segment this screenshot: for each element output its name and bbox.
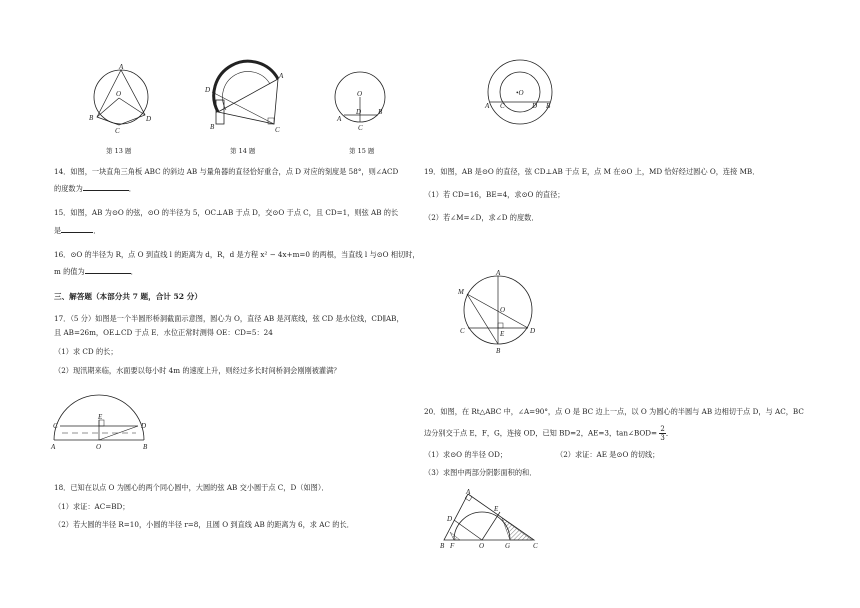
label-o: O [500, 306, 506, 314]
q18-part2: （2）若大圆的半径 R=10，小圆的半径 r=8，且圆 O 到直线 AB 的距离为 6，求 AC 的长． [54, 520, 354, 529]
q19-part2: （2）若∠M=∠D，求∠D 的度数． [424, 213, 539, 222]
label-m: M [458, 288, 464, 296]
q16-line1: 16．⊙O 的半径为 R，点 O 到直线 l 的距离为 d，R，d 是方程 x² − 4x+m=0 的两根，当直线 l 与⊙O 相切时， [54, 250, 420, 259]
label-b: B [546, 102, 551, 110]
label-c: C [358, 124, 363, 132]
label-e: E [98, 413, 103, 421]
label-c: C [275, 126, 280, 134]
q15-line1: 15．如图，AB 为⊙O 的弦，⊙O 的半径为 5，OC⊥AB 于点 D，交⊙O 于点 C，且 CD=1，则弦 AB 的长 [54, 208, 399, 217]
section-heading: 三、解答题（本部分共 7 题，合计 52 分） [54, 292, 202, 301]
figure-17 [50, 398, 150, 454]
q17-part1: （1）求 CD 的长； [54, 347, 118, 356]
segment-cd [212, 92, 274, 124]
label-a: A [279, 72, 284, 80]
figure-18 [484, 62, 556, 118]
q16-line2 [54, 267, 138, 277]
label-c: C [533, 542, 538, 550]
q20-part2: （2）求证：AE 是⊙O 的切线； [556, 450, 660, 459]
label-b: B [143, 443, 148, 451]
label-a: A [51, 443, 56, 451]
label-b: B [496, 347, 501, 355]
figure-13 [88, 64, 158, 136]
label-c: C [115, 127, 120, 135]
q20-end: ． [665, 428, 674, 438]
segment-bo [97, 98, 119, 117]
label-e: E [494, 505, 499, 513]
segment-mb [467, 294, 498, 344]
figure-19 [456, 270, 546, 358]
label-b: B [378, 108, 383, 116]
label-c: C [500, 102, 505, 110]
answer-blank[interactable] [61, 232, 93, 233]
q14-text: 的度数为 [54, 184, 83, 193]
label-b: B [89, 114, 94, 122]
figure-14 [202, 62, 284, 136]
label-d: D [447, 515, 453, 523]
q16-text: m 的值为 [54, 267, 85, 276]
answer-blank[interactable] [85, 273, 131, 274]
q19-part1: （1）若 CD=16，BE=4，求⊙O 的直径； [424, 190, 565, 199]
protractor-inner [222, 71, 270, 110]
label-f: F [450, 542, 455, 550]
q15-line2 [54, 226, 100, 236]
label-o: •O [516, 89, 524, 97]
q20-line1: 20．如图，在 Rt△ABC 中，∠A=90°，点 O 是 BC 边上一点，以 O 为圆心的半圆与 AB 边相切于点 D，与 AC，BC [424, 407, 804, 416]
label-a: A [496, 269, 501, 277]
q17-line1: 17．（5 分）如图是一个半圆形桥洞截面示意图，圆心为 O，直径 AB 是河底线，弦 CD 是水位线，CD∥AB， [54, 314, 404, 323]
label-d: D [146, 115, 152, 123]
label-o: O [116, 90, 122, 98]
q17-part2: （2）现汛期来临，水面要以每小时 4m 的速度上升，则经过多长时间桥洞会刚刚被灌满？ [54, 366, 341, 375]
label-o: O [96, 443, 102, 451]
figure-15 [334, 70, 390, 134]
q15-text: 是 [54, 226, 62, 235]
label-d: D [141, 422, 147, 430]
q19-line1: 19．如图，AB 是⊙O 的直径，弦 CD⊥AB 于点 E，点 M 在⊙O 上，MD 恰好经过圆心 O，连接 MB． [424, 167, 760, 176]
q14-end: ． [128, 184, 136, 193]
segment-od [454, 520, 482, 540]
q14-line1: 14．如图，一块直角三角板 ABC 的斜边 AB 与量角器的直径恰好重合，点 D 对应的刻度是 58°，则∠ACD [54, 167, 399, 176]
segment-md [467, 294, 528, 328]
label-o: O [479, 542, 485, 550]
fraction-numerator: 2 [660, 425, 665, 433]
diameter [218, 79, 278, 112]
label-o: O [357, 90, 363, 98]
fraction-denominator: 3 [660, 434, 665, 442]
q14-line2 [54, 184, 136, 194]
q20-text: 边分别交于点 E，F，G，连接 OD，已知 BD=2，AE=3，tan∠BOD= [424, 428, 658, 438]
label-d: D [356, 108, 362, 116]
figure-20 [438, 488, 544, 550]
q20-part3: （3）求图中两部分阴影面积的和． [424, 468, 537, 477]
caption-13: 第 13 题 [106, 147, 132, 155]
q18-line1: 18．已知在以点 O 为圆心的两个同心圆中，大圆的弦 AB 交小圆于点 C，D（如图）． [54, 483, 329, 492]
label-a: A [466, 488, 471, 496]
right-angle-box [498, 323, 503, 328]
label-d: D [532, 102, 538, 110]
caption-15: 第 15 题 [349, 147, 375, 155]
label-d: D [530, 327, 536, 335]
q16-end: ． [130, 267, 138, 276]
label-a: A [337, 115, 342, 123]
label-a: A [119, 63, 124, 71]
label-d: D [205, 86, 211, 94]
q20-line2 [424, 425, 673, 442]
triangle-abc [218, 79, 278, 124]
label-g: G [505, 542, 511, 550]
label-a: A [485, 102, 490, 110]
q20-part1: （1）求⊙O 的半径 OD； [424, 450, 508, 459]
label-c: C [460, 327, 465, 335]
segment-oe [482, 512, 500, 540]
q17-line2: 且 AB=26m，OE⊥CD 于点 E．水位正常时测得 OE：CD=5：24 [54, 328, 273, 337]
segment-od [119, 98, 145, 115]
q15-end: ． [93, 226, 101, 235]
label-b: B [440, 542, 445, 550]
answer-blank[interactable] [83, 190, 129, 191]
label-e: E [500, 330, 505, 338]
caption-14: 第 14 题 [230, 147, 256, 155]
label-c: C [53, 422, 58, 430]
q18-part1: （1）求证：AC=BD； [54, 502, 130, 511]
label-b: B [210, 123, 215, 131]
